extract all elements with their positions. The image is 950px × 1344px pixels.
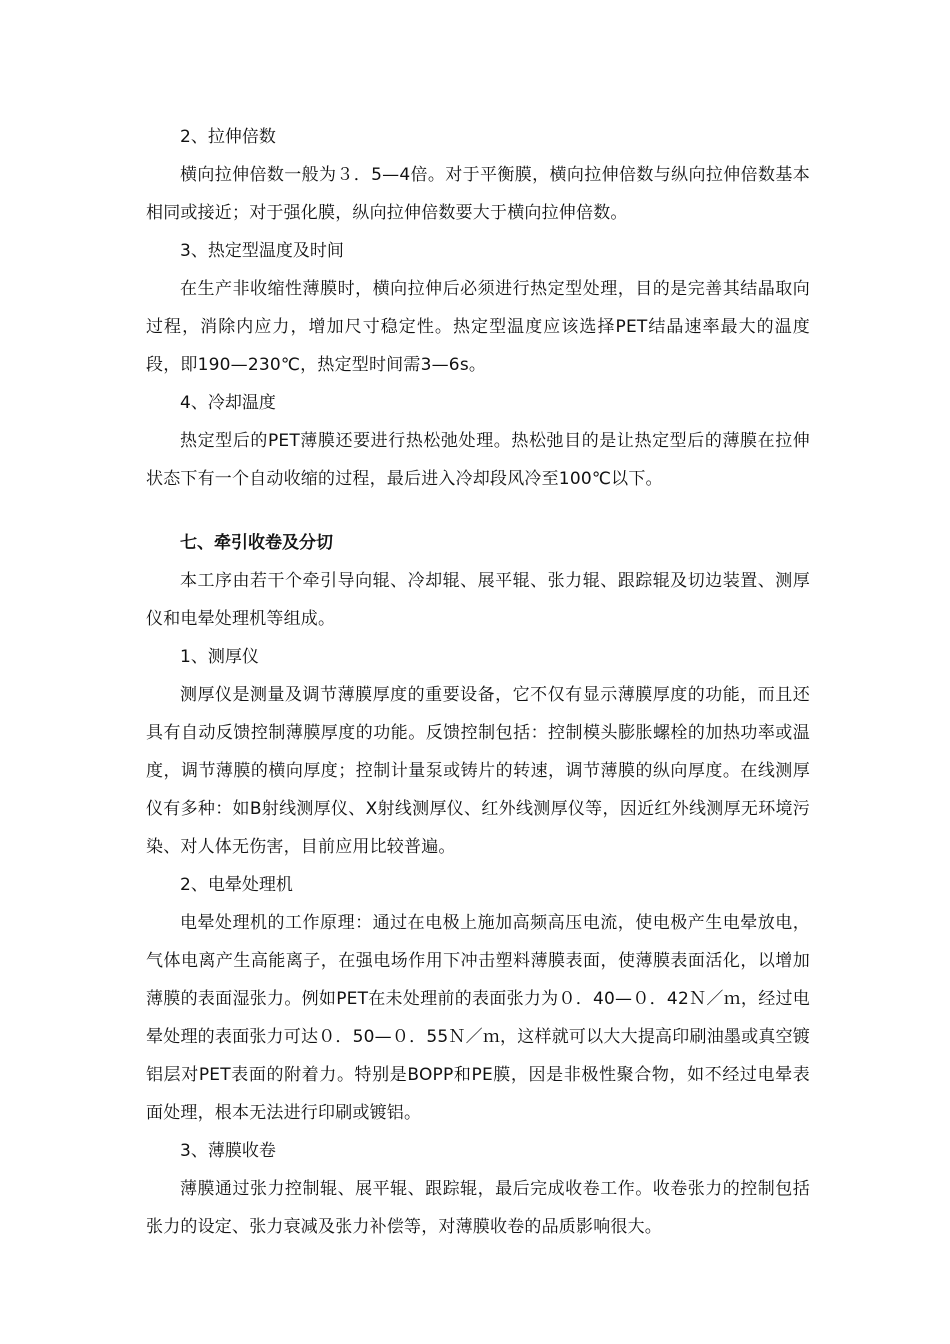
paragraph-cooling-temperature: 热定型后的PET薄膜还要进行热松弛处理。热松弛目的是让热定型后的薄膜在拉伸状态下有一个自动收缩的过程，最后进入冷却段风冷至100℃以下。	[146, 431, 810, 489]
paragraph-stretch-ratio: 横向拉伸倍数一般为３．5—4倍。对于平衡膜，横向拉伸倍数与纵向拉伸倍数基本相同或接近；对于强化膜，纵向拉伸倍数要大于横向拉伸倍数。	[146, 165, 810, 223]
paragraph-heat-setting: 在生产非收缩性薄膜时，横向拉伸后必须进行热定型处理，目的是完善其结晶取向过程，消除内应力，增加尺寸稳定性。热定型温度应该选择PET结晶速率最大的温度段，即190—230℃，热定型时间需3—6s。	[146, 279, 810, 375]
document-body	[146, 118, 810, 1246]
subheading-film-winding: 3、薄膜收卷	[180, 1141, 276, 1161]
subheading-heat-setting: 3、热定型温度及时间	[180, 241, 344, 261]
section-title-traction-winding: 七、牵引收卷及分切	[180, 533, 333, 553]
paragraph-film-winding: 薄膜通过张力控制辊、展平辊、跟踪辊，最后完成收卷工作。收卷张力的控制包括张力的设定、张力衰减及张力补偿等，对薄膜收卷的品质影响很大。	[146, 1179, 810, 1237]
paragraph-thickness-gauge: 测厚仪是测量及调节薄膜厚度的重要设备，它不仅有显示薄膜厚度的功能，而且还具有自动反馈控制薄膜厚度的功能。反馈控制包括：控制模头膨胀螺栓的加热功率或温度，调节薄膜的横向厚度；控制计量泵或铸片的转速，调节薄膜的纵向厚度。在线测厚仪有多种：如B射线测厚仪、X射线测厚仪、红外线测厚仪等，因近红外线测厚无环境污染、对人体无伤害，目前应用比较普遍。	[146, 685, 810, 857]
subheading-corona-treater: 2、电晕处理机	[180, 875, 293, 895]
subheading-cooling-temperature: 4、冷却温度	[180, 393, 276, 413]
paragraph-corona-treater: 电晕处理机的工作原理：通过在电极上施加高频高压电流，使电极产生电晕放电，气体电离产生高能离子，在强电场作用下冲击塑料薄膜表面，使薄膜表面活化，以增加薄膜的表面湿张力。例如PET在未处理前的表面张力为０．40—０．42Ｎ／ｍ，经过电晕处理的表面张力可达０．50—０．55Ｎ／ｍ，这样就可以大大提高印刷油墨或真空镀铝层对PET表面的附着力。特别是BOPP和PE膜，因是非极性聚合物，如不经过电晕表面处理，根本无法进行印刷或镀铝。	[146, 913, 810, 1123]
paragraph-process-overview: 本工序由若干个牵引导向辊、冷却辊、展平辊、张力辊、跟踪辊及切边装置、测厚仪和电晕处理机等组成。	[146, 571, 810, 629]
section-spacer	[146, 498, 810, 524]
subheading-stretch-ratio: 2、拉伸倍数	[180, 127, 276, 147]
subheading-thickness-gauge: 1、测厚仪	[180, 647, 259, 667]
